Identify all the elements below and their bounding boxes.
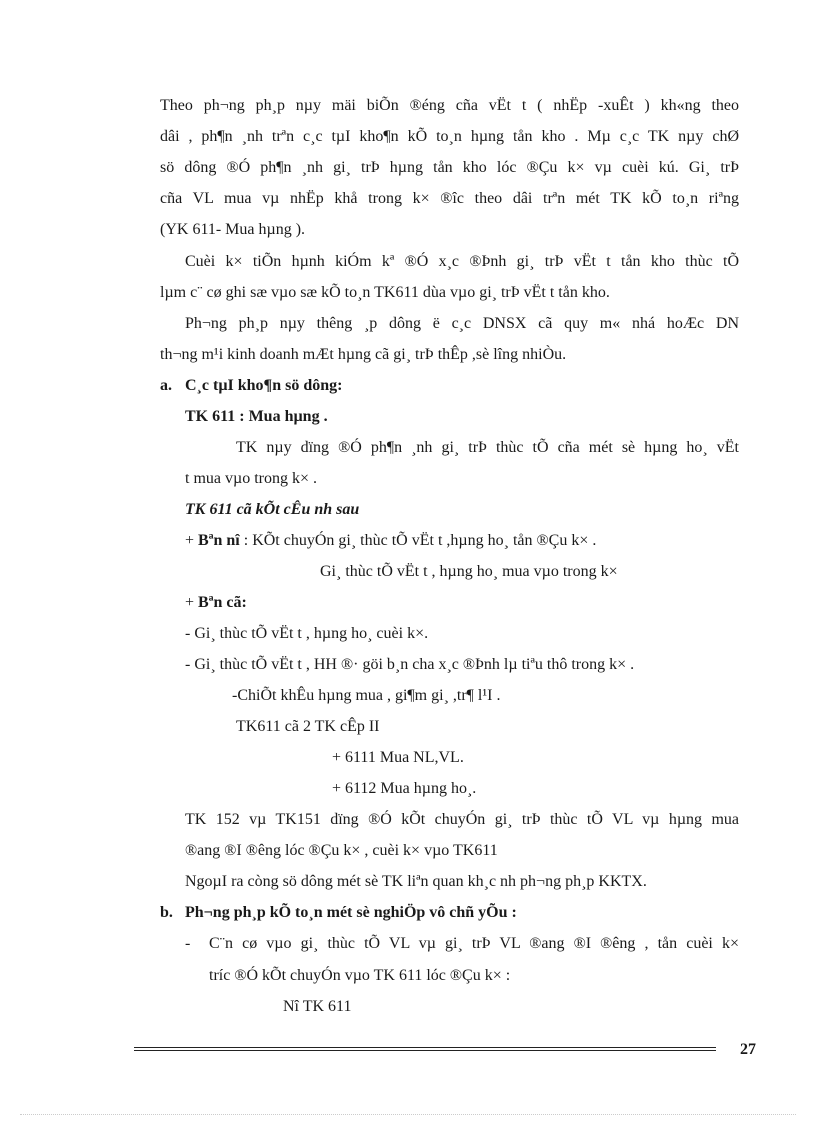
bullet-marker: - [185, 935, 191, 952]
sub-account: + 6112 Mua hµng ho¸. [332, 780, 477, 797]
paragraph-line: Cuèi k× tiÕn hµnh kiÓm kª ®Ó x¸c ®Þnh gi¸ trÞ vËt t tån kho thùc tÕ [185, 253, 739, 270]
credit-line [185, 593, 247, 613]
footer-rule-bottom [134, 1050, 716, 1051]
paragraph-line: Theo ph¬ng ph¸p nµy mäi biÕn ®éng cña vËt t ( nhËp -xuÊt ) kh«ng theo [160, 97, 739, 114]
paragraph-line: TK611 cã 2 TK cÊp II [236, 718, 380, 735]
list-item: - Gi¸ thùc tÕ vËt t , hµng ho¸ cuèi k×. [185, 625, 429, 642]
page-number: 27 [740, 1041, 756, 1058]
paragraph-line: lµm c¨ cø ghi sæ vµo sæ kÕ to¸n TK611 dùa vµo gi¸ trÞ vËt t tån kho. [160, 284, 610, 301]
paragraph-line: tríc ®Ó kÕt chuyÓn vµo TK 611 lóc ®Çu k× : [209, 967, 511, 984]
account-heading: TK 611 : Mua hµng . [185, 408, 328, 425]
paragraph-line: Gi¸ thùc tÕ vËt t , hµng ho¸ mua vµo trong k× [320, 563, 618, 580]
list-item: - Gi¸ thùc tÕ vËt t , HH ®· göi b¸n cha x¸c ®Þnh lµ tiªu thô trong k× . [185, 656, 635, 673]
paragraph-line: dâi , ph¶n ¸nh trªn c¸c tµI kho¶n kÕ to¸n hµng tån kho . Mµ c¸c TK nµy chØ [160, 128, 739, 145]
paragraph-line: TK nµy dïng ®Ó ph¶n ¸nh gi¸ trÞ thùc tÕ cña mét sè hµng ho¸ vËt [236, 439, 739, 456]
section-marker-b: b. [160, 904, 173, 921]
paragraph-line: cña VL mua vµ nhËp khå trong k× ®îc theo dâi trªn mét TK kÕ to¸n riªng [160, 190, 739, 207]
section-heading-accounts: C¸c tµI kho¶n sö dông: [185, 377, 343, 394]
paragraph-line: sö dông ®Ó ph¶n ¸nh gi¸ trÞ hµng tån kho lóc ®Çu k× vµ cuèi kú. Gi¸ trÞ [160, 159, 739, 176]
section-heading-methods: Ph¬ng ph¸p kÕ to¸n mét sè nghiÖp vô chñ yÕu : [185, 904, 517, 921]
paragraph-line: ®ang ®I ®êng lóc ®Çu k× , cuèi k× vµo TK611 [185, 842, 498, 859]
section-marker-a: a. [160, 377, 172, 394]
paragraph-line: (YK 611- Mua hµng ). [160, 221, 306, 238]
plus-marker: + [185, 594, 199, 611]
debit-label: Bªn nî [198, 532, 240, 549]
paragraph-line: th¬ng m¹i kinh doanh mÆt hµng cã gi¸ trÞ thÊp ,sè lîng nhiÒu. [160, 346, 567, 363]
entry-line: Nî TK 611 [283, 998, 352, 1015]
debit-line [185, 531, 596, 551]
credit-label: Bªn cã: [198, 594, 247, 611]
page-edge-dots [20, 1114, 796, 1115]
plus-marker: + [185, 532, 199, 549]
paragraph-line: t mua vµo trong k× . [185, 470, 318, 487]
structure-heading: TK 611 cã kÕt cÊu nh sau [185, 501, 360, 518]
paragraph-line: TK 152 vµ TK151 dïng ®Ó kÕt chuyÓn gi¸ trÞ thùc tÕ VL vµ hµng mua [185, 811, 739, 828]
paragraph-line: Ph¬ng ph¸p nµy thêng ¸p dông ë c¸c DNSX cã quy m« nhá hoÆc DN [185, 315, 739, 332]
debit-text: : KÕt chuyÓn gi¸ thùc tÕ vËt t ,hµng ho¸ tån ®Çu k× . [239, 532, 597, 549]
paragraph-line: C¨n cø vµo gi¸ thùc tÕ VL vµ gi¸ trÞ VL ®ang ®I ®êng , tån cuèi k× [209, 935, 739, 952]
list-item: -ChiÕt khÊu hµng mua , gi¶m gi¸ ,tr¶ l¹I . [232, 687, 501, 704]
sub-account: + 6111 Mua NL,VL. [332, 749, 464, 766]
paragraph-line: NgoµI ra còng sö dông mét sè TK liªn quan kh¸c nh ph¬ng ph¸p KKTX. [185, 873, 647, 890]
footer-rule-top [134, 1047, 716, 1048]
